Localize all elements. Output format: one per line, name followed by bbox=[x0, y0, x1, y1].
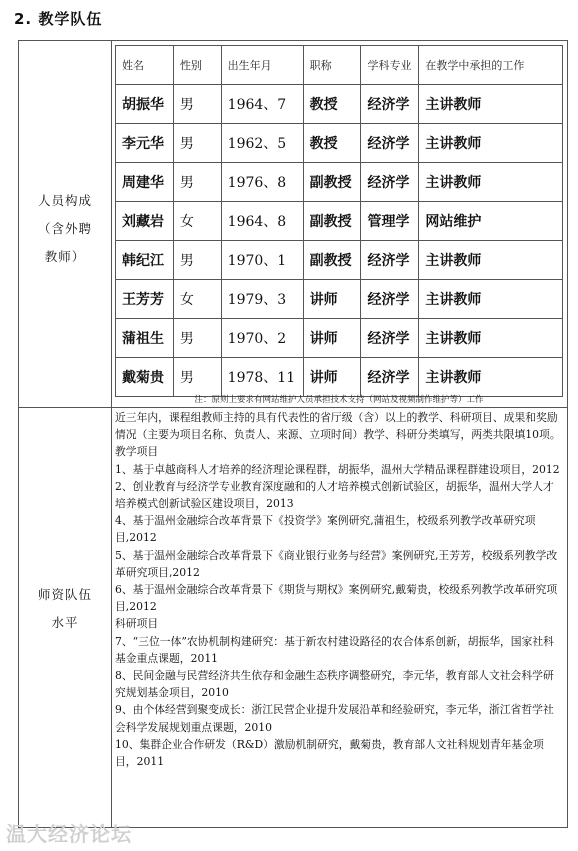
staff-birth-cell: 1970、2 bbox=[221, 319, 303, 358]
table-row bbox=[116, 163, 563, 202]
staff-title-cell: 教授 bbox=[303, 124, 361, 163]
header-cell: 学科专业 bbox=[361, 46, 419, 85]
staff-major-cell: 经济学 bbox=[361, 241, 419, 280]
faculty-paragraph: 5、基于温州金融综合改革背景下《商业银行业务与经营》案例研究,王芳芳，校级系列教学改革研究项目,2012 bbox=[115, 548, 558, 579]
staff-label-line: 教师） bbox=[44, 249, 86, 264]
staff-title-cell: 讲师 bbox=[303, 358, 361, 397]
table-row bbox=[116, 202, 563, 241]
staff-birth-cell: 1970、1 bbox=[221, 241, 303, 280]
staff-birth-cell: 1964、8 bbox=[221, 202, 303, 241]
header-cell: 姓名 bbox=[116, 46, 174, 85]
staff-role-cell: 主讲教师 bbox=[419, 319, 563, 358]
staff-title-cell: 副教授 bbox=[303, 163, 361, 202]
staff-gender-cell: 男 bbox=[173, 319, 221, 358]
staff-role-cell: 主讲教师 bbox=[419, 358, 563, 397]
staff-role-cell: 主讲教师 bbox=[419, 85, 563, 124]
staff-table bbox=[115, 45, 563, 397]
table-row bbox=[116, 280, 563, 319]
staff-name-cell: 李元华 bbox=[116, 124, 174, 163]
column-divider bbox=[111, 41, 112, 827]
staff-birth-cell: 1978、11 bbox=[221, 358, 303, 397]
faculty-paragraph: 10、集群企业合作研发（R&D）激励机制研究，戴菊贵，教育部人文社科规划青年基金项目，2011 bbox=[115, 737, 544, 769]
staff-gender-cell: 男 bbox=[173, 241, 221, 280]
staff-title-cell: 教授 bbox=[303, 85, 361, 124]
staff-role-cell: 主讲教师 bbox=[419, 163, 563, 202]
staff-major-cell: 经济学 bbox=[361, 280, 419, 319]
table-row bbox=[116, 319, 563, 358]
faculty-label-line: 水平 bbox=[51, 615, 79, 630]
section-title: 2. 教学队伍 bbox=[14, 10, 103, 28]
header-cell: 职称 bbox=[303, 46, 361, 85]
staff-birth-cell: 1979、3 bbox=[221, 280, 303, 319]
staff-header-row bbox=[116, 46, 563, 85]
staff-major-cell: 经济学 bbox=[361, 124, 419, 163]
staff-name-cell: 周建华 bbox=[116, 163, 174, 202]
table-row bbox=[116, 358, 563, 397]
staff-title-cell: 讲师 bbox=[303, 280, 361, 319]
staff-birth-cell: 1976、8 bbox=[221, 163, 303, 202]
staff-role-cell: 主讲教师 bbox=[419, 280, 563, 319]
table-row bbox=[116, 85, 563, 124]
faculty-paragraph: 8、民间金融与民营经济共生依存和金融生态秩序调整研究，李元华，教育部人文社会科学研究规划基金项目，2010 bbox=[115, 669, 554, 700]
staff-major-cell: 管理学 bbox=[361, 202, 419, 241]
faculty-paragraph: 教学项目 bbox=[115, 445, 159, 459]
staff-major-cell: 经济学 bbox=[361, 85, 419, 124]
staff-name-cell: 戴菊贵 bbox=[116, 358, 174, 397]
faculty-description bbox=[115, 409, 561, 770]
faculty-paragraph: 近三年内，课程组教师主持的具有代表性的省厅级（含）以上的教学、科研项目、成果和奖励情况（主要为项目名称、负责人、来源、立项时间）教学、科研分类填写，两类共限填10项。 bbox=[115, 411, 561, 442]
staff-gender-cell: 男 bbox=[173, 85, 221, 124]
staff-name-cell: 刘藏岩 bbox=[116, 202, 174, 241]
watermark: 温大经济论坛 bbox=[6, 822, 132, 846]
faculty-paragraph: 6、基于温州金融综合改革背景下《期货与期权》案例研究,戴菊贵，校级系列教学改革研究项目,2012 bbox=[115, 583, 558, 614]
staff-note: 注：原则上要求有网站维护人员承担技术支持（网站及视频制作维护等）工作 bbox=[194, 395, 484, 405]
staff-role-cell: 主讲教师 bbox=[419, 241, 563, 280]
header-cell: 性别 bbox=[173, 46, 221, 85]
staff-title-cell: 讲师 bbox=[303, 319, 361, 358]
staff-role-cell: 主讲教师 bbox=[419, 124, 563, 163]
staff-name-cell: 王芳芳 bbox=[116, 280, 174, 319]
faculty-paragraph: 科研项目 bbox=[115, 617, 159, 631]
header-cell: 在教学中承担的工作 bbox=[419, 46, 563, 85]
faculty-label bbox=[19, 581, 111, 637]
staff-gender-cell: 男 bbox=[173, 163, 221, 202]
staff-major-cell: 经济学 bbox=[361, 358, 419, 397]
staff-gender-cell: 男 bbox=[173, 124, 221, 163]
staff-gender-cell: 女 bbox=[173, 202, 221, 241]
staff-birth-cell: 1964、7 bbox=[221, 85, 303, 124]
table-row bbox=[116, 124, 563, 163]
staff-role-cell: 网站维护 bbox=[419, 202, 563, 241]
staff-title-cell: 副教授 bbox=[303, 241, 361, 280]
faculty-paragraph: 9、由个体经营到聚变成长：浙江民营企业提升发展沿革和经验研究，李元华，浙江省哲学社会科学发展规划重点课题，2010 bbox=[115, 703, 554, 734]
faculty-paragraph: 4、基于温州金融综合改革背景下《投资学》案例研究,蒲祖生，校级系列教学改革研究项目,2012 bbox=[115, 514, 536, 545]
staff-birth-cell: 1962、5 bbox=[221, 124, 303, 163]
faculty-paragraph: 7、“三位一体”农协机制构建研究：基于新农村建设路径的农合体系创新，胡振华，国家社科基金重点课题，2011 bbox=[115, 634, 554, 665]
staff-major-cell: 经济学 bbox=[361, 319, 419, 358]
staff-title-cell: 副教授 bbox=[303, 202, 361, 241]
table-row bbox=[116, 241, 563, 280]
staff-name-cell: 胡振华 bbox=[116, 85, 174, 124]
staff-label-line: （含外聘 bbox=[37, 221, 92, 236]
staff-name-cell: 蒲祖生 bbox=[116, 319, 174, 358]
faculty-paragraph: 2、创业教育与经济学专业教育深度融和的人才培养模式创新试验区，胡振华，温州大学人才培养模式创新试验区建设项目，2013 bbox=[115, 479, 554, 511]
staff-gender-cell: 女 bbox=[173, 280, 221, 319]
staff-major-cell: 经济学 bbox=[361, 163, 419, 202]
faculty-label-line: 师资队伍 bbox=[37, 587, 92, 602]
staff-gender-cell: 男 bbox=[173, 358, 221, 397]
header-cell: 出生年月 bbox=[221, 46, 303, 85]
staff-label bbox=[19, 187, 111, 271]
faculty-paragraph: 1、基于卓越商科人才培养的经济理论课程群，胡振华，温州大学精品课程群建设项目，2012 bbox=[115, 462, 560, 476]
staff-label-line: 人员构成 bbox=[37, 193, 92, 208]
team-table bbox=[18, 40, 568, 828]
section-divider bbox=[19, 407, 567, 408]
staff-name-cell: 韩纪江 bbox=[116, 241, 174, 280]
